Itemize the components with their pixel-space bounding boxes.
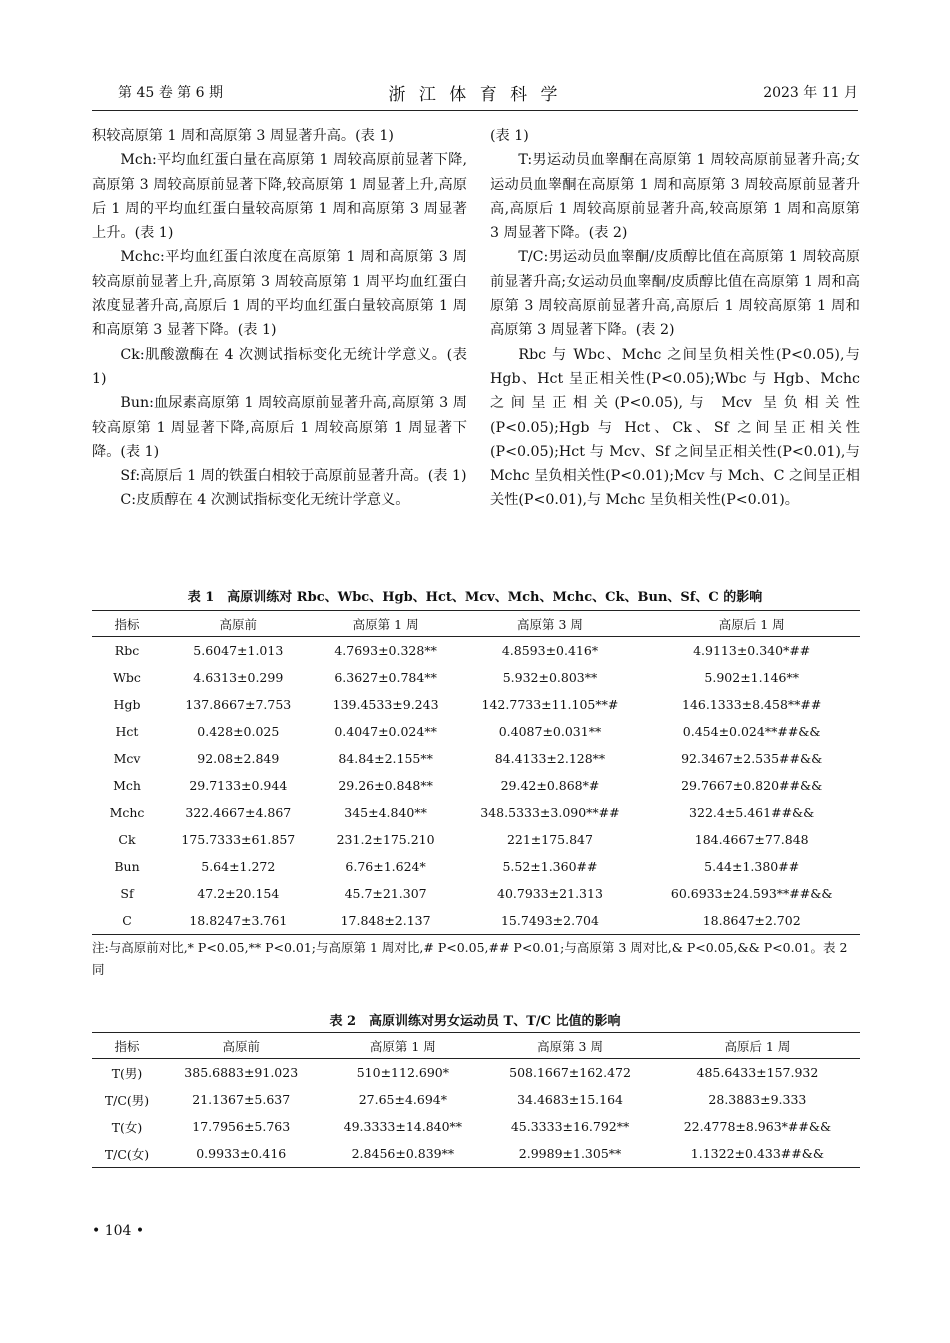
table-row [92,826,860,853]
table-cell: 345±4.840** [344,805,427,820]
table-row [92,637,860,665]
row-label: T(男) [111,1065,143,1081]
page-number: • 104 • [92,1223,145,1239]
table-cell: 15.7493±2.704 [457,907,644,935]
column-header: 高原前 [162,611,315,637]
table-cell: 27.65±4.694* [358,1092,448,1107]
table-cell: 142.7733±11.105**# [481,697,619,712]
table-cell: 60.6933±24.593**##&& [670,886,833,901]
table-cell: 0.428±0.025 [197,724,280,739]
table-cell: 2.9989±1.305** [485,1140,655,1168]
publication-date: 2023 年 11 月 [763,85,858,101]
header-rule [92,110,858,111]
table-row [92,799,860,826]
column-header: 高原第 3 周 [457,611,644,637]
row-label: T/C(男) [104,1092,150,1108]
row-label: T(女) [111,1119,143,1135]
table-cell: 6.3627±0.784** [334,670,437,685]
table-cell: 510±112.690* [356,1065,449,1080]
table-row [92,880,860,907]
table-cell: 34.4683±15.164 [517,1092,623,1107]
table-cell: 21.1367±5.637 [192,1092,291,1107]
table-row [92,1113,860,1140]
table-cell: 4.7693±0.328** [334,643,437,658]
table-row [92,745,860,772]
paragraph: Mch:平均血红蛋白量在高原第 1 周较高原前显著下降,高原第 3 周较高原前显著下降,较高原第 1 周显著上升,高原后 1 周的平均血红蛋白量较高原第 1 周和高原第 3 周显著上升。(表 1) [92,152,467,242]
table-cell: 5.64±1.272 [201,859,276,874]
table-row [92,907,860,935]
table1-caption: 表 1 高原训练对 Rbc、Wbc、Hgb、Hct、Mcv、Mch、Mchc、Ck、Bun、Sf、C 的影响 [187,590,763,605]
table-cell: 322.4667±4.867 [185,805,292,820]
table-cell: 29.26±0.848** [338,778,433,793]
paragraph: T/C:男运动员血睾酮/皮质醇比值在高原第 1 周较高原前显著升高;女运动员血睾酮/皮质醇比值在高原第 1 周和高原第 3 周较高原前显著升高,高原后 1 周较高原第 1 周和高原第 3 周显著下降。(表 2) [490,249,860,339]
row-label: Sf [120,886,134,901]
paragraph: C:皮质醇在 4 次测试指标变化无统计学意义。 [120,492,410,509]
journal-issue: 第 45 卷 第 6 期 [118,85,223,101]
table-row [92,664,860,691]
table-cell: 2.8456±0.839** [320,1140,485,1168]
column-header: 高原后 1 周 [655,1033,860,1059]
left-column [92,124,467,513]
table-cell: 92.3467±2.535##&& [681,751,823,766]
table-cell: 5.6047±1.013 [193,643,284,658]
table-cell: 146.1333±8.458**## [682,697,822,712]
table-cell: 92.08±2.849 [197,751,280,766]
table-cell: 29.7667±0.820##&& [681,778,823,793]
table-cell: 139.4533±9.243 [332,697,439,712]
row-label: C [92,907,162,935]
row-label: Bun [114,859,140,874]
table-cell: 4.8593±0.416* [501,643,599,658]
table-row [92,691,860,718]
table-row [92,772,860,799]
table-header-row [92,1033,860,1059]
table-cell: 221±175.847 [506,832,593,847]
column-header: 指标 [92,611,162,637]
table-cell: 28.3883±9.333 [708,1092,807,1107]
table-row [92,853,860,880]
row-label: Mch [113,778,141,793]
table-cell: 4.9113±0.340*## [693,643,811,658]
table-cell: 29.7133±0.944 [189,778,288,793]
table1 [92,610,860,935]
table-cell: 22.4778±8.963*##&& [683,1119,832,1134]
paragraph: Rbc 与 Wbc、Mchc 之间呈负相关性(P<0.05),与 Hgb、Hct 呈正相关性(P<0.05);Wbc 与 Hgb、Mchc 之间呈正相关(P<0.05),与 Mcv 呈负相关性(P<0.05);Hgb 与 Hct、Ck、Sf 之间呈正相关性(P<0.05);Hct 与 Mcv、Sf 之间呈正相关性(P<0.01),与 Mchc 呈负相关性(P<0.01);Mcv 与 Mch、C 之间呈正相关性(P<0.01),与 Mchc 呈负相关性(P<0.01)。 [490,346,860,509]
table-row [92,1086,860,1113]
table-cell: 84.4133±2.128** [494,751,606,766]
column-header: 高原第 1 周 [320,1033,485,1059]
table-cell: 175.7333±61.857 [181,832,296,847]
table-cell: 137.8667±7.753 [185,697,292,712]
row-label: Hgb [113,697,141,712]
table2-caption: 表 2 高原训练对男女运动员 T、T/C 比值的影响 [329,1014,621,1029]
column-header: 高原后 1 周 [643,611,860,637]
paragraph: Mchc:平均血红蛋白浓度在高原第 1 周和高原第 3 周较高原前显著上升,高原第 3 周较高原第 1 周平均血红蛋白浓度显著升高,高原后 1 周的平均血红蛋白量较高原第 1 周和高原第 3 显著下降。(表 1) [92,249,467,339]
table-cell: 5.902±1.146** [704,670,799,685]
table-cell: 0.454±0.024**##&& [682,724,821,739]
right-column [490,124,860,513]
journal-title: 浙 江 体 育 科 学 [388,85,562,105]
column-header: 高原第 1 周 [315,611,457,637]
table-cell: 40.7933±21.313 [497,886,603,901]
table-cell: 17.848±2.137 [315,907,457,935]
table-cell: 322.4±5.461##&& [689,805,815,820]
running-header [92,80,858,106]
paragraph: T:男运动员血睾酮在高原第 1 周较高原前显著升高;女运动员血睾酮在高原第 1 周和高原第 3 周较高原前显著升高,高原后 1 周较高原前显著升高,较高原第 1 周和高原第 3 周显著下降。(表 2) [490,152,860,242]
table-cell: 18.8247±3.761 [162,907,315,935]
paragraph: Sf:高原后 1 周的铁蛋白相较于高原前显著升高。(表 1) [120,468,467,485]
table-cell: 17.7956±5.763 [192,1119,291,1134]
table-cell: 184.4667±77.848 [694,832,809,847]
table-row [92,1059,860,1087]
column-header: 指标 [92,1033,162,1059]
table-cell: 45.3333±16.792** [510,1119,630,1134]
table-cell: 47.2±20.154 [197,886,280,901]
table-cell: 29.42±0.868*# [500,778,600,793]
table-cell: 1.1322±0.433##&& [655,1140,860,1168]
paragraph: (表 1) [490,128,529,144]
table-cell: 0.9933±0.416 [162,1140,320,1168]
table-cell: 231.2±175.210 [336,832,435,847]
table-row [92,718,860,745]
row-label: Ck [118,832,136,847]
paragraph: 积较高原第 1 周和高原第 3 周显著升高。(表 1) [92,128,394,144]
table-cell: 5.932±0.803** [502,670,598,685]
column-header: 高原前 [162,1033,320,1059]
row-label: T/C(女) [92,1140,162,1168]
table-cell: 385.6883±91.023 [184,1065,299,1080]
table-cell: 45.7±21.307 [344,886,427,901]
row-label: Mcv [113,751,141,766]
table-cell: 18.8647±2.702 [643,907,860,935]
table-cell: 0.4047±0.024** [334,724,437,739]
table-cell: 0.4087±0.031** [498,724,602,739]
table-header-row [92,611,860,637]
table-cell: 4.6313±0.299 [193,670,284,685]
table2 [92,1032,860,1168]
table-cell: 6.76±1.624* [345,859,426,874]
row-label: Rbc [114,643,140,658]
table-cell: 5.44±1.380## [704,859,800,874]
row-label: Hct [115,724,139,739]
table-cell: 84.84±2.155** [338,751,433,766]
table-cell: 485.6433±157.932 [696,1065,819,1080]
table-cell: 5.52±1.360## [502,859,598,874]
table-cell: 348.5333±3.090**## [480,805,620,820]
table-cell: 508.1667±162.472 [509,1065,631,1080]
column-header: 高原第 3 周 [485,1033,655,1059]
row-label: Wbc [113,670,141,685]
table-row [92,1140,860,1168]
row-label: Mchc [109,805,145,820]
table-cell: 49.3333±14.840** [343,1119,463,1134]
paragraph: Ck:肌酸激酶在 4 次测试指标变化无统计学意义。(表 1) [92,346,467,387]
table1-note: 注:与高原前对比,* P<0.05,** P<0.01;与高原第 1 周对比,# P<0.05,## P<0.01;与高原第 3 周对比,& P<0.05,&& P<0.01。表 2 同 [92,940,848,977]
paragraph: Bun:血尿素高原第 1 周较高原前显著升高,高原第 3 周较高原第 1 周显著下降,高原后 1 周较高原第 1 周显著下降。(表 1) [92,395,467,460]
